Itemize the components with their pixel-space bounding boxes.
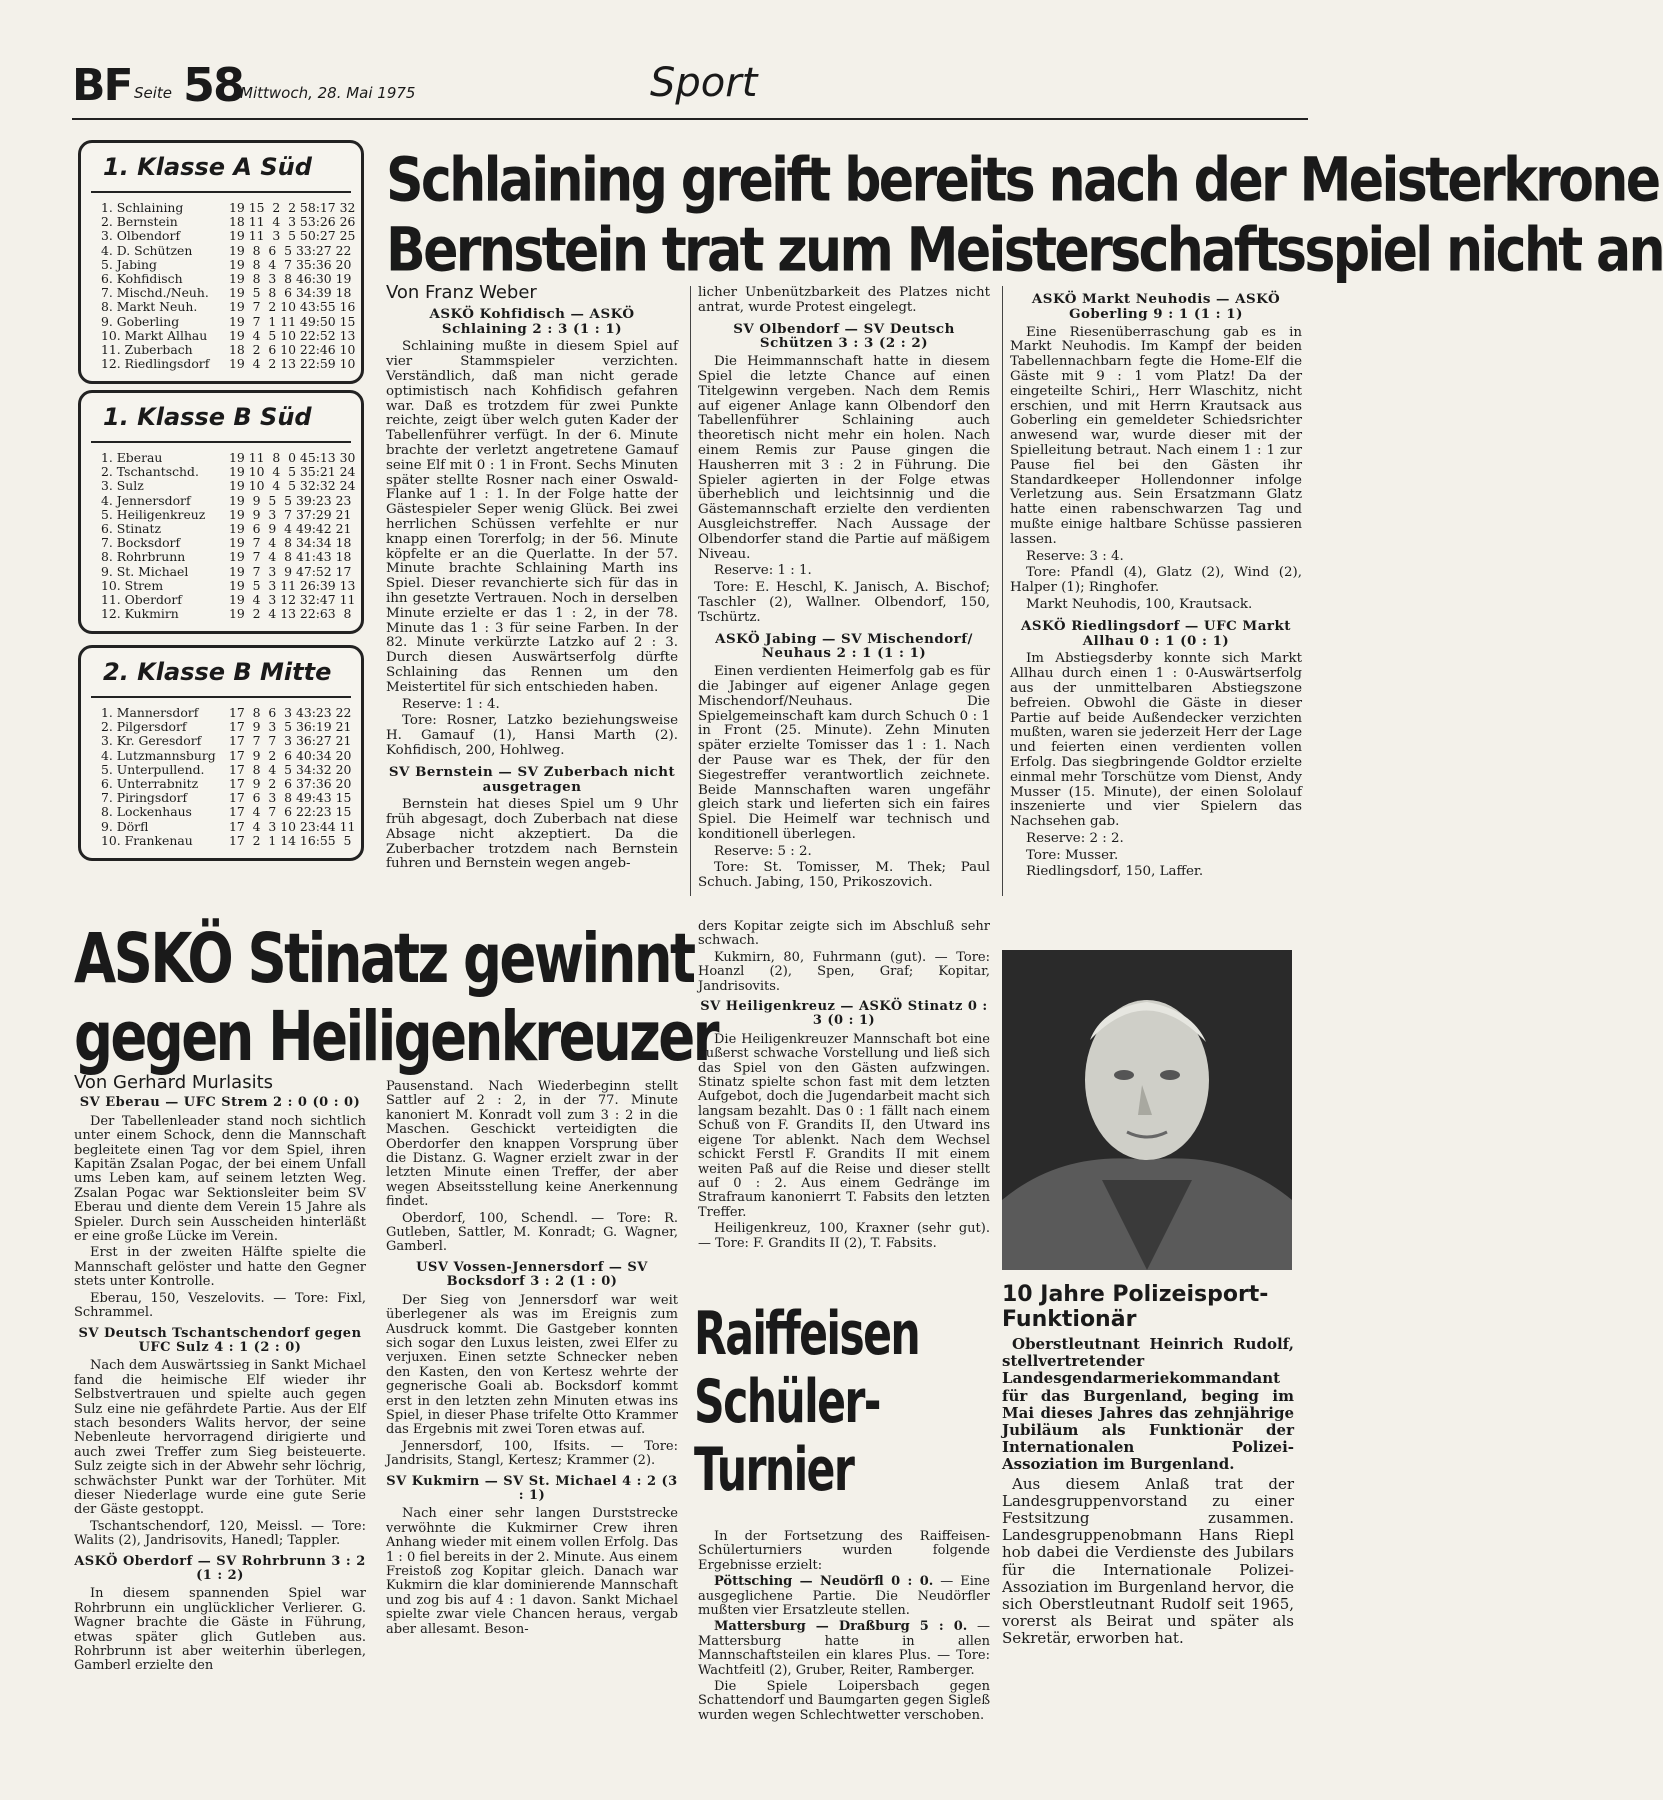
match-heading: ASKÖ Riedlingsdorf — UFC Markt Allhau 0 : 1 (0 : 1) <box>1021 617 1291 649</box>
raiffeisen-title-line-3: Turnier <box>694 1436 854 1505</box>
table-rows <box>101 201 377 371</box>
team-stats: 17 6 3 8 49:43 15 <box>229 790 352 806</box>
table-row <box>101 244 377 258</box>
scorers: Tore: E. Heschl, K. Janisch, A. Bischof; Taschler (2), Wallner. Olbendorf, 150, Tschürtz. <box>698 580 990 625</box>
match-heading: ASKÖ Markt Neuhodis — ASKÖ Goberling 9 : 1 (1 : 1) <box>1031 291 1281 322</box>
paragraph: Kukmirn, 80, Fuhrmann (gut). — Tore: Hoanzl (2), Spen, Graf; Kopitar, Jandrisovits. <box>698 949 990 994</box>
team-stats: 19 10 4 5 35:21 24 <box>229 464 356 480</box>
lead-paragraph: Oberstleutnant Heinrich Rudolf, stellvertretender Landesgendarmeriekommandant für das Burgenland, beging im Mai dieses Jahres das zehnjährige Jubiläum als Funktionär der Internationalen Polizei-Assoziation im Burgenland. <box>1002 1335 1294 1474</box>
divider <box>91 696 351 698</box>
match-heading: SV Olbendorf — SV Deutsch Schützen 3 : 3 (2 : 2) <box>733 320 955 352</box>
team-name: 5. Unterpullend. <box>101 761 205 777</box>
byline: Von Gerhard Murlasits <box>74 1072 274 1093</box>
newspaper-logo: BF <box>72 60 132 111</box>
stinatz-column-2 <box>386 1080 678 1639</box>
standings-table-a-sued <box>78 140 364 384</box>
scorers: Tore: Pfandl (4), Glatz (2), Wind (2), Halper (1); Ringhofer. <box>1010 565 1302 596</box>
paragraph: Oberdorf, 100, Schendl. — Tore: R. Gutleben, Sattler, M. Konradt; G. Wagner, Gamberl. <box>386 1210 678 1255</box>
team-name: 6. Stinatz <box>101 521 162 537</box>
table-row <box>101 300 377 314</box>
match-heading: Pöttsching — Neudörfl 0 : 0. <box>714 1574 934 1590</box>
team-name: 9. Dörfl <box>101 818 149 834</box>
table-row <box>101 734 377 748</box>
team-name: 2. Tschantschd. <box>101 464 199 480</box>
stinatz-headline-2: gegen Heiligenkreuzer <box>74 996 717 1077</box>
table-title: 1. Klasse B Süd <box>103 403 312 431</box>
table-row <box>101 451 377 465</box>
team-name: 4. D. Schützen <box>101 242 193 258</box>
table-row <box>101 329 377 343</box>
team-name: 12. Kukmirn <box>101 606 179 622</box>
paragraph: Aus diesem Anlaß trat der Landesgruppenvorstand zu einer Festsitzung zusammen. Landesgruppenobmann Hans Riepl hob dabei die Verdienste des Jubilars für die Internationale Polizei-Assoziation im Burgenland hervor, die sich Oberstleutnant Rudolf seit 1965, vorerst als Beirat und später als Sekretär, erworben hat. <box>1002 1474 1294 1648</box>
team-name: 7. Piringsdorf <box>101 790 188 806</box>
team-name: 4. Lutzmannsburg <box>101 747 216 763</box>
team-name: 9. Goberling <box>101 313 180 329</box>
table-row <box>101 749 377 763</box>
team-name: 1. Eberau <box>101 450 163 465</box>
team-name: 8. Rohrbrunn <box>101 549 186 565</box>
team-stats: 19 10 4 5 32:32 24 <box>229 478 356 494</box>
table-row <box>101 522 377 536</box>
scorers: Tore: Musser. <box>1026 847 1119 863</box>
reserve-result: Reserve: 3 : 4. <box>1026 548 1124 564</box>
paragraph: Bernstein hat dieses Spiel um 9 Uhr früh abgesagt, doch Zuberbach nat diese Absage nicht akzeptiert. Da die Zuberbacher trotzdem nach Bernstein fuhren und Bernstein wegen angeb- <box>386 797 678 872</box>
scorers: Tore: St. Tomisser, M. Thek; Paul Schuch. Jabing, 150, Prikoszovich. <box>698 860 990 891</box>
stinatz-headline-1: ASKÖ Stinatz gewinnt <box>74 918 694 999</box>
page-number: 58 <box>183 58 244 112</box>
team-stats: 17 9 3 5 36:19 21 <box>229 719 352 735</box>
match-heading: SV Deutsch Tschantschendorf gegen UFC Sulz 4 : 1 (2 : 0) <box>78 1325 362 1355</box>
table-row <box>101 229 377 243</box>
team-name: 5. Heiligenkreuz <box>101 506 206 522</box>
table-row <box>101 258 377 272</box>
table-row <box>101 607 377 621</box>
match-heading: ASKÖ Kohfidisch — ASKÖ Schlaining 2 : 3 (1 : 1) <box>429 305 635 337</box>
team-stats: 17 9 2 6 37:36 20 <box>229 776 352 792</box>
paragraph: Die Heiligenkreuzer Mannschaft bot eine äußerst schwache Vorstellung und ließ sich das Spiel von den Gästen aufzwingen. Stinatz spielte schon fast mit dem letzten Aufgebot, doch die Jugendarbeit macht sich langsam bezahlt. Das 0 : 1 fällt nach einem Schuß von F. Grandits II, den Utward ins eigene Tor ablenkt. Nach dem Wechsel schickt Ferstl F. Grandits II mit einem weiten Paß auf die Reise und dieser stellt auf 0 : 2. Aus einem Gedränge im Strafraum kanonierrt T. Fabsits den letzten Treffer. <box>698 1031 990 1220</box>
paragraph: ders Kopitar zeigte sich im Abschluß sehr schwach. <box>698 919 990 949</box>
paragraph: Tschantschendorf, 120, Meissl. — Tore: Walits (2), Jandrisovits, Hanedl; Tappler. <box>74 1518 366 1549</box>
team-stats: 19 8 3 8 46:30 19 <box>229 271 352 287</box>
table-rows <box>101 706 377 848</box>
paragraph: Einen verdienten Heimerfolg gab es für die Jabinger auf eigener Anlage gegen Mischendorf/Neuhaus. Die Spielgemeinschaft kam durch Schuch 0 : 1 in Front (25. Minute). Zehn Minuten später erzielte Tomisser das 1 : 1. Nach der Pause war es Thek, der für den Siegestreffer verantwortlich zeichnete. Beide Mannschaften waren ungefähr gleich stark und lieferten sich ein faires Spiel. Die Heimelf war technisch und konditionell überlegen. <box>698 664 990 842</box>
article-title: 10 Jahre Polizeisport-Funktionär <box>1002 1282 1269 1332</box>
paragraph: Die Heimmannschaft hatte in diesem Spiel die letzte Chance auf einen Titelgewinn vergeben. Nach dem Remis auf eigener Anlage kann Olbendorf den Tabellenführer Schlaining auch theoretisch nicht mehr ein holen. Nach einem Remis zur Pause gingen die Hausherren mit 3 : 2 in Führung. Die Spieler agierten in der Folge etwas überheblich und leichtsinnig und die Gästemannschaft erzielte den verdienten Ausgleichstreffer. Nach Aussage der Olbendorfer stand die Partie auf mäßigem Niveau. <box>698 354 990 562</box>
main-article-column-1 <box>386 282 678 874</box>
paragraph: Nach einer sehr langen Durststrecke verwöhnte die Kukmirner Crew ihren Anhang wieder mit einem vollen Erfolg. Das 1 : 0 fiel bereits in der 2. Minute. Aus einem Freistoß zog Kopitar gleich. Danach war Kukmirn die klar dominierende Mannschaft und zog bis auf 4 : 1 davon. Sankt Michael spielte zwar viele Chancen heraus, vergab aber allesamt. Beson- <box>386 1506 678 1637</box>
team-stats: 19 7 2 10 43:55 16 <box>229 299 356 315</box>
team-name: 6. Kohfidisch <box>101 271 183 287</box>
team-stats: 19 9 3 7 37:29 21 <box>229 506 352 522</box>
table-row <box>101 536 377 550</box>
match-heading: USV Vossen-Jennersdorf — SV Bocksdorf 3 : 2 (1 : 0) <box>416 1259 648 1290</box>
page-label: Seite <box>134 84 173 102</box>
raiffeisen-title <box>694 1300 994 1505</box>
table-row <box>101 494 377 508</box>
team-stats: 19 7 4 8 34:34 18 <box>229 535 352 551</box>
scorers: Tore: Rosner, Latzko beziehungsweise H. Gamauf (1), Hansi Marth (2). Kohfidisch, 200, Hohlweg. <box>386 713 678 758</box>
table-row <box>101 357 377 371</box>
paragraph: — Mattersburg hatte in allen Mannschaftsteilen ein klares Plus. — Tore: Wachtfeitl (2), Gruber, Reiter, Ramberger. <box>698 1619 990 1678</box>
paragraph: Der Sieg von Jennersdorf war weit überlegener als was im Ereignis zum Ausdruck kommt. Die Gastgeber konnten sich sogar den Luxus leisten, zwei Elfer zu verjuxen. Einen setzte Schnecker neben den Kasten, den von Kertesz wehrte der gegnerische Goali ab. Bocksdorf kommt erst in den letzten zehn Minuten etwas ins Spiel, in dieser Phase trifelte Otto Krammer das Ergebnis mit zwei Toren etwas auf. <box>386 1292 678 1438</box>
table-row <box>101 315 377 329</box>
team-stats: 17 8 6 3 43:23 22 <box>229 705 352 720</box>
team-stats: 19 11 3 5 50:27 25 <box>229 228 356 244</box>
paragraph: — Eine ausgeglichene Partie. Die Neudörfler mußten vier Ersatzleute stellen. <box>698 1574 990 1619</box>
team-stats: 19 11 8 0 45:13 30 <box>229 450 356 465</box>
team-stats: 19 4 5 10 22:52 13 <box>229 327 356 343</box>
table-row <box>101 201 377 215</box>
team-stats: 19 7 1 11 49:50 15 <box>229 313 356 329</box>
team-name: 7. Bocksdorf <box>101 535 181 551</box>
team-name: 11. Zuberbach <box>101 342 193 358</box>
table-row <box>101 763 377 777</box>
stinatz-column-3 <box>698 920 990 1253</box>
team-stats: 19 8 6 5 33:27 22 <box>229 242 352 258</box>
divider <box>91 191 351 193</box>
paragraph: Der Tabellenleader stand noch sichtlich unter einem Schock, denn die Mannschaft begleitete einen Tag vor dem Spiel, ihren Kapitän Zsalan Pogac, der bei einem Unfall ums Leben kam, auf seinem letzten Weg. Zsalan Pogac war Sektionsleiter beim SV Eberau und diente dem Verein 15 Jahre als Spieler. Durch sein Ausscheiden hinterläßt er eine große Lücke im Verein. <box>74 1113 366 1245</box>
reserve-result: Reserve: 1 : 4. <box>402 696 500 712</box>
match-heading: Mattersburg — Draßburg 5 : 0. <box>714 1619 968 1635</box>
main-article-column-2 <box>698 286 990 893</box>
match-heading: SV Eberau — UFC Strem 2 : 0 (0 : 0) <box>79 1095 361 1111</box>
table-title: 2. Klasse B Mitte <box>103 658 332 686</box>
table-row <box>101 479 377 493</box>
match-heading: ASKÖ Jabing — SV Mischendorf/ Neuhaus 2 : 1 (1 : 1) <box>715 630 973 662</box>
paragraph: Eine Riesenüberraschung gab es in Markt Neuhodis. Im Kampf der beiden Tabellennachbarn fegte die Home-Elf die Gäste mit 9 : 1 vom Platz! Da der eingeteilte Schiri,, Herr Wlaschitz, nicht erschien, und mit Herrn Krautsack aus Goberling ein gemeldeter Schiedsrichter anwesend war, wurde dieser mit der Spielleitung betraut. Nach einem 1 : 1 zur Pause fiel bei den Gästen ihr Standardkeeper Hollendonner infolge Verletzung aus. Sein Ersatzmann Glatz hatte einen rabenschwarzen Tag und mußte einige haltbare Schüsse passieren lassen. <box>1010 324 1302 547</box>
paragraph: Eberau, 150, Veszelovits. — Tore: Fixl, Schrammel. <box>74 1290 366 1321</box>
team-stats: 17 8 4 5 34:32 20 <box>229 761 352 777</box>
team-name: 1. Mannersdorf <box>101 705 199 720</box>
table-row <box>101 593 377 607</box>
match-stats: Markt Neuhodis, 100, Krautsack. <box>1026 596 1253 612</box>
match-stats: Riedlingsdorf, 150, Laffer. <box>1026 864 1204 880</box>
table-row <box>101 465 377 479</box>
table-row <box>101 286 377 300</box>
team-name: 2. Pilgersdorf <box>101 719 187 735</box>
standings-table-b-mitte <box>78 645 364 861</box>
portrait-image <box>1002 950 1292 1270</box>
paragraph: Die Spiele Loipersbach gegen Schattendorf und Baumgarten gegen Sigleß wurden wegen Schlechtwetter verschoben. <box>698 1679 990 1723</box>
raiffeisen-article <box>698 1530 990 1725</box>
table-title: 1. Klasse A Süd <box>103 153 312 181</box>
reserve-result: Reserve: 2 : 2. <box>1026 830 1124 846</box>
table-rows <box>101 451 377 621</box>
team-name: 5. Jabing <box>101 256 157 272</box>
stinatz-column-1 <box>74 1072 366 1676</box>
team-name: 3. Kr. Geresdorf <box>101 733 202 749</box>
team-name: 6. Unterrabnitz <box>101 776 199 792</box>
main-article-column-3 <box>1010 286 1302 882</box>
team-stats: 19 2 4 13 22:63 8 <box>229 606 352 622</box>
match-heading: ASKÖ Oberdorf — SV Rohrbrunn 3 : 2 (1 : 2) <box>74 1553 366 1583</box>
team-name: 10. Frankenau <box>101 832 193 848</box>
team-name: 8. Markt Neuh. <box>101 299 198 315</box>
team-name: 10. Strem <box>101 577 164 593</box>
team-stats: 18 2 6 10 22:46 10 <box>229 342 356 358</box>
team-stats: 19 5 3 11 26:39 13 <box>229 577 356 593</box>
section-title: Sport <box>650 60 758 106</box>
paragraph: Jennersdorf, 100, Ifsits. — Tore: Jandrisits, Stangl, Kertesz; Krammer (2). <box>386 1438 678 1469</box>
team-name: 9. St. Michael <box>101 563 189 579</box>
reserve-result: Reserve: 1 : 1. <box>714 563 812 579</box>
portrait-photo <box>1002 950 1292 1270</box>
raiffeisen-title-line-1: Raiffeisen <box>694 1300 920 1369</box>
team-name: 3. Sulz <box>101 478 144 494</box>
paragraph: In der Fortsetzung des Raiffeisen-Schülerturniers wurden folgende Ergebnisse erzielt: <box>698 1529 990 1573</box>
table-row <box>101 720 377 734</box>
divider <box>91 441 351 443</box>
team-name: 8. Lockenhaus <box>101 804 192 820</box>
table-row <box>101 706 377 720</box>
team-name: 7. Mischd./Neuh. <box>101 285 209 301</box>
paragraph: Erst in der zweiten Hälfte spielte die Mannschaft gelöster und hatte den Gegner stets unter Kontrolle. <box>74 1245 366 1290</box>
paragraph: In diesem spannenden Spiel war Rohrbrunn ein unglücklicher Verlierer. G. Wagner brachte die Gäste in Führung, etwas später glich Gutleben aus. Rohrbrunn ist aber weiterhin überlegen, Gamberl erzielte den <box>74 1586 366 1674</box>
table-row <box>101 820 377 834</box>
team-stats: 17 7 7 3 36:27 21 <box>229 733 352 749</box>
team-stats: 19 8 4 7 35:36 20 <box>229 256 352 272</box>
team-stats: 19 9 5 5 39:23 23 <box>229 492 352 508</box>
match-result <box>698 1620 990 1678</box>
paragraph: Schlaining mußte in diesem Spiel auf vier Stammspieler verzichten. Verständlich, daß man nicht gerade optimistisch nach Kohfidisch gefahren war. Daß es trotzdem für zwei Punkte reichte, zeigt über welch guten Kader der Tabellenführer verfügt. In der 6. Minute brachte der verletzt angetretene Gamauf seine Elf mit 0 : 1 in Front. Sechs Minuten später stellte Rosner nach einer Oswald-Flanke auf 1 : 1. In der Folge hatte der Gästespieler Seper wenig Glück. Bei zwei herrlichen Schüssen verfehlte er nur knapp einen Torerfolg; in der 56. Minute köpfelte er an die Querlatte. In der 57. Minute brachte Schlaining Marth ins Spiel. Dieser revanchierte sich für das in ihn gesetzte Vertrauen. Noch in derselben Minute erzielte er das 1 : 2, in der 78. Minute das 1 : 3 für seine Farben. In der 82. Minute verkürzte Latzko auf 2 : 3. Durch diesen Auswärtserfolg dürfte Schlaining das Rennen um den Meistertitel für sich entschieden haben. <box>386 339 678 695</box>
paragraph: licher Unbenützbarkeit des Platzes nicht antrat, wurde Protest eingelegt. <box>698 285 990 315</box>
paragraph: Im Abstiegsderby konnte sich Markt Allhau durch einen 1 : 0-Auswärtserfolg aus der unmittelbaren Abstiegszone befreien. Obwohl die Gäste in dieser Partie auf beide Außendecker verzichten mußten, waren sie jederzeit Herr der Lage und feierten einen verdienten vollen Erfolg. Das siegbringende Goldtor erzielte einmal mehr Torschütze vom Dienst, Andy Musser (15. Minute), der einen Sololauf inszenierte und vier Spielern das Nachsehen gab. <box>1010 651 1302 830</box>
paragraph: Nach dem Auswärtssieg in Sankt Michael fand die heimische Elf wieder ihr Selbstvertrauen und spielte auch gegen Sulz eine nie gefährdete Partie. Aus der Elf stach besonders Walits hervor, der seine Nebenleute hervorragend dirigierte und auch zwei Treffer zum Sieg beisteuerte. Sulz zeigte sich in der Abwehr sehr löchrig, schwächster Punkt war der Torhüter. Mit dieser Niederlage wurde eine gute Serie der Gäste gestoppt. <box>74 1358 366 1518</box>
team-stats: 19 15 2 2 58:17 32 <box>229 200 356 215</box>
team-stats: 17 4 7 6 22:23 15 <box>229 804 352 820</box>
team-stats: 19 4 2 13 22:59 10 <box>229 356 356 372</box>
team-stats: 17 9 2 6 40:34 20 <box>229 747 352 763</box>
team-stats: 19 6 9 4 49:42 21 <box>229 521 352 537</box>
table-row <box>101 777 377 791</box>
table-row <box>101 343 377 357</box>
column-divider <box>690 286 691 896</box>
reserve-result: Reserve: 5 : 2. <box>714 843 812 859</box>
paragraph: Heiligenkreuz, 100, Kraxner (sehr gut). — Tore: F. Grandits II (2), T. Fabsits. <box>698 1221 990 1251</box>
table-row <box>101 508 377 522</box>
table-row <box>101 805 377 819</box>
match-result <box>698 1575 990 1618</box>
table-row <box>101 550 377 564</box>
table-row <box>101 215 377 229</box>
table-row <box>101 565 377 579</box>
paragraph: Pausenstand. Nach Wiederbeginn stellt Sattler auf 2 : 2, in der 77. Minute kanoniert M. Konradt voll zum 3 : 2 in die Maschen. Geschickt verteidigten die Oberdorfer den knappen Vorsprung über die Distanz. G. Wagner erzielt zwar in der letzten Minute einen Treffer, der aber wegen Abseitsstellung keine Anerkennung findet. <box>386 1079 678 1210</box>
header-rule <box>72 118 1308 120</box>
polizei-article <box>1002 1282 1294 1650</box>
team-name: 12. Riedlingsdorf <box>101 356 210 372</box>
team-stats: 18 11 4 3 53:26 26 <box>229 214 356 230</box>
match-heading: SV Heiligenkreuz — ASKÖ Stinatz 0 : 3 (0 : 1) <box>700 999 988 1029</box>
standings-table-b-sued <box>78 390 364 634</box>
team-name: 1. Schlaining <box>101 200 184 215</box>
table-row <box>101 272 377 286</box>
match-heading: SV Kukmirn — SV St. Michael 4 : 2 (3 : 1) <box>386 1473 678 1503</box>
table-row <box>101 791 377 805</box>
main-headline-2: Bernstein trat zum Meisterschaftsspiel nicht an <box>386 214 1663 286</box>
team-stats: 19 4 3 12 32:47 11 <box>229 592 356 608</box>
team-name: 2. Bernstein <box>101 214 178 230</box>
team-name: 4. Jennersdorf <box>101 492 191 508</box>
raiffeisen-title-line-2: Schüler- <box>694 1368 880 1437</box>
column-divider <box>1002 286 1003 896</box>
issue-date: Mittwoch, 28. Mai 1975 <box>240 84 416 102</box>
match-heading: SV Bernstein — SV Zuberbach nicht ausgetragen <box>388 763 676 795</box>
byline: Von Franz Weber <box>386 282 537 303</box>
team-stats: 19 7 4 8 41:43 18 <box>229 549 352 565</box>
team-stats: 17 4 3 10 23:44 11 <box>229 818 356 834</box>
team-stats: 17 2 1 14 16:55 5 <box>229 832 352 848</box>
team-stats: 19 7 3 9 47:52 17 <box>229 563 352 579</box>
team-name: 3. Olbendorf <box>101 228 181 244</box>
team-name: 10. Markt Allhau <box>101 327 208 343</box>
team-stats: 19 5 8 6 34:39 18 <box>229 285 352 301</box>
table-row <box>101 834 377 848</box>
table-row <box>101 579 377 593</box>
team-name: 11. Oberdorf <box>101 592 182 608</box>
main-headline-1: Schlaining greift bereits nach der Meisterkrone <box>386 144 1659 216</box>
